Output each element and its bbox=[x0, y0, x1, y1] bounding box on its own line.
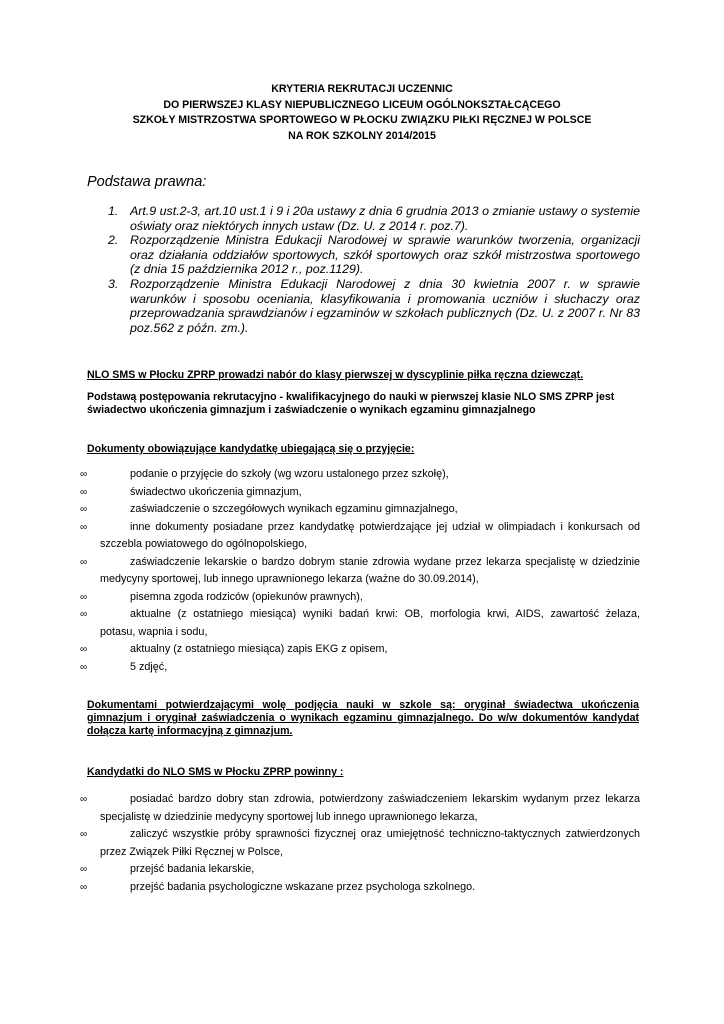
item-text: 5 zdjęć, bbox=[130, 660, 168, 673]
item-text-continued: medycyny sportowej, lub innego uprawnionego lekarza (ważne do 30.09.2014), bbox=[100, 573, 479, 585]
item-text: aktualne (z ostatniego miesiąca) wyniki badań krwi: OB, morfologia krwi, AIDS, zawartość żelaza, bbox=[130, 608, 640, 620]
item-text: Rozporządzenie Ministra Edukacji Narodowej z dnia 30 kwietnia 2007 r. w sprawie warunków i sposobu oceniania, klasyfikowania i promowania uczniów i słuchaczy oraz przeprowadzania sprawdzianów i egzaminów w szkołach publicznych (Dz. U. z 2007 r. Nr 83 poz.562 z późn. zm.). bbox=[130, 276, 640, 335]
infinity-bullet-icon: ∞ bbox=[80, 591, 88, 603]
infinity-bullet-icon: ∞ bbox=[80, 864, 88, 875]
list-item bbox=[80, 659, 640, 677]
item-text: posiadać bardzo dobry stan zdrowia, potwierdzony zaświadczeniem lekarskim wydanym przez lekarza bbox=[130, 793, 640, 805]
list-item bbox=[80, 861, 640, 879]
title-line: KRYTERIA REKRUTACJI UCZENNIC bbox=[271, 83, 453, 95]
list-item bbox=[80, 466, 640, 484]
list-item bbox=[80, 641, 640, 659]
item-text-continued: szczebla powiatowego do ogólnopolskiego, bbox=[100, 538, 308, 550]
list-item bbox=[80, 879, 640, 897]
item-text: Rozporządzenie Ministra Edukacji Narodowej w sprawie warunków tworzenia, organizacji oraz działania oddziałów sportowych, szkół sportowych oraz szkół mistrzostwa sportowego (z dnia 15 października 2012 r., poz.1129). bbox=[130, 233, 640, 277]
item-number: 1. bbox=[108, 204, 119, 218]
legal-basis-item bbox=[85, 277, 640, 335]
infinity-bullet-icon: ∞ bbox=[80, 556, 88, 568]
document-title bbox=[0, 82, 724, 144]
list-item bbox=[80, 554, 640, 589]
title-line: DO PIERWSZEJ KLASY NIEPUBLICZNEGO LICEUM OGÓLNOKSZTAŁCĄCEGO bbox=[163, 98, 561, 111]
infinity-bullet-icon: ∞ bbox=[80, 486, 88, 498]
item-text: świadectwo ukończenia gimnazjum, bbox=[130, 485, 302, 498]
item-number: 3. bbox=[108, 276, 119, 291]
item-text: inne dokumenty posiadane przez kandydatkę potwierdzające jej udział w olimpiadach i konkursach od bbox=[130, 520, 640, 533]
item-text-continued: specjalistę w dziedzinie medycyny sportowej lub innego uprawnionego lekarza, bbox=[100, 810, 478, 823]
item-text: aktualny (z ostatniego miesiąca) zapis EKG z opisem, bbox=[130, 643, 388, 655]
legal-basis-item bbox=[85, 204, 640, 233]
list-item bbox=[80, 589, 640, 607]
legal-basis-item bbox=[85, 233, 640, 277]
title-line: NA ROK SZKOLNY 2014/2015 bbox=[288, 129, 436, 142]
item-text: Art.9 ust.2-3, art.10 ust.1 i 9 i 20a ustawy z dnia 6 grudnia 2013 o zmianie ustawy o systemie oświaty oraz niektórych innych ustaw (Dz. U. z 2014 r. poz.7). bbox=[130, 204, 640, 233]
item-text: przejść badania psychologiczne wskazane przez psychologa szkolnego. bbox=[130, 880, 476, 893]
legal-basis-heading: Podstawa prawna: bbox=[87, 174, 207, 190]
legal-basis-list bbox=[85, 204, 640, 335]
confirmation-note: Dokumentami potwierdzającymi wolę podjęcia nauki w szkole są: oryginał świadectwa ukończenia gimnazjum i oryginał zaświadczenia o wynikach egzaminu gimnazjalnego. Do w/w dokumentów kandydat dołącza kartę informacyjną z gimnazjum. bbox=[87, 699, 639, 738]
item-text: podanie o przyjęcie do szkoły (wg wzoru ustalonego przez szkołę), bbox=[130, 468, 449, 480]
item-text-continued: przez Związek Piłki Ręcznej w Polsce, bbox=[100, 845, 284, 858]
item-text: zaświadczenie o szczegółowych wynikach egzaminu gimnazjalnego, bbox=[130, 503, 458, 515]
infinity-bullet-icon: ∞ bbox=[80, 881, 88, 893]
documents-list bbox=[80, 466, 640, 676]
infinity-bullet-icon: ∞ bbox=[80, 521, 88, 533]
basis-paragraph: Podstawą postępowania rekrutacyjno - kwalifikacyjnego do nauki w pierwszej klasie NLO SMS ZPRP jest świadectwo ukończenia gimnazjum i zaświadczenie o wynikach egzaminu gimnazjalnego bbox=[87, 391, 615, 417]
item-text: zaświadczenie lekarskie o bardzo dobrym stanie zdrowia wydane przez lekarza specjalistę w dziedzinie bbox=[130, 555, 640, 568]
item-text: pisemna zgoda rodziców (opiekunów prawnych), bbox=[130, 590, 363, 603]
list-item bbox=[80, 606, 640, 641]
item-number: 2. bbox=[108, 233, 119, 248]
infinity-bullet-icon: ∞ bbox=[80, 794, 88, 805]
item-text-continued: potasu, wapnia i sodu, bbox=[100, 625, 208, 638]
infinity-bullet-icon: ∞ bbox=[80, 829, 88, 840]
infinity-bullet-icon: ∞ bbox=[80, 609, 88, 620]
list-item bbox=[80, 484, 640, 502]
infinity-bullet-icon: ∞ bbox=[80, 469, 88, 480]
list-item bbox=[80, 501, 640, 519]
requirements-heading: Kandydatki do NLO SMS w Płocku ZPRP powinny : bbox=[87, 766, 344, 778]
title-line: SZKOŁY MISTRZOSTWA SPORTOWEGO W PŁOCKU ZWIĄZKU PIŁKI RĘCZNEJ W POLSCE bbox=[132, 114, 592, 127]
item-text: zaliczyć wszystkie próby sprawności fizycznej oraz umiejętność techniczno-taktycznych zatwierdzonych bbox=[130, 828, 640, 840]
infinity-bullet-icon: ∞ bbox=[80, 661, 88, 673]
list-item bbox=[80, 519, 640, 554]
item-text: przejść badania lekarskie, bbox=[130, 863, 255, 875]
infinity-bullet-icon: ∞ bbox=[80, 644, 88, 655]
recruitment-announcement: NLO SMS w Płocku ZPRP prowadzi nabór do klasy pierwszej w dyscyplinie piłka ręczna dziewcząt. bbox=[87, 369, 584, 381]
list-item bbox=[80, 791, 640, 826]
documents-heading: Dokumenty obowiązujące kandydatkę ubiegającą się o przyjęcie: bbox=[87, 443, 415, 455]
list-item bbox=[80, 826, 640, 861]
requirements-list bbox=[80, 791, 640, 896]
infinity-bullet-icon: ∞ bbox=[80, 504, 88, 515]
